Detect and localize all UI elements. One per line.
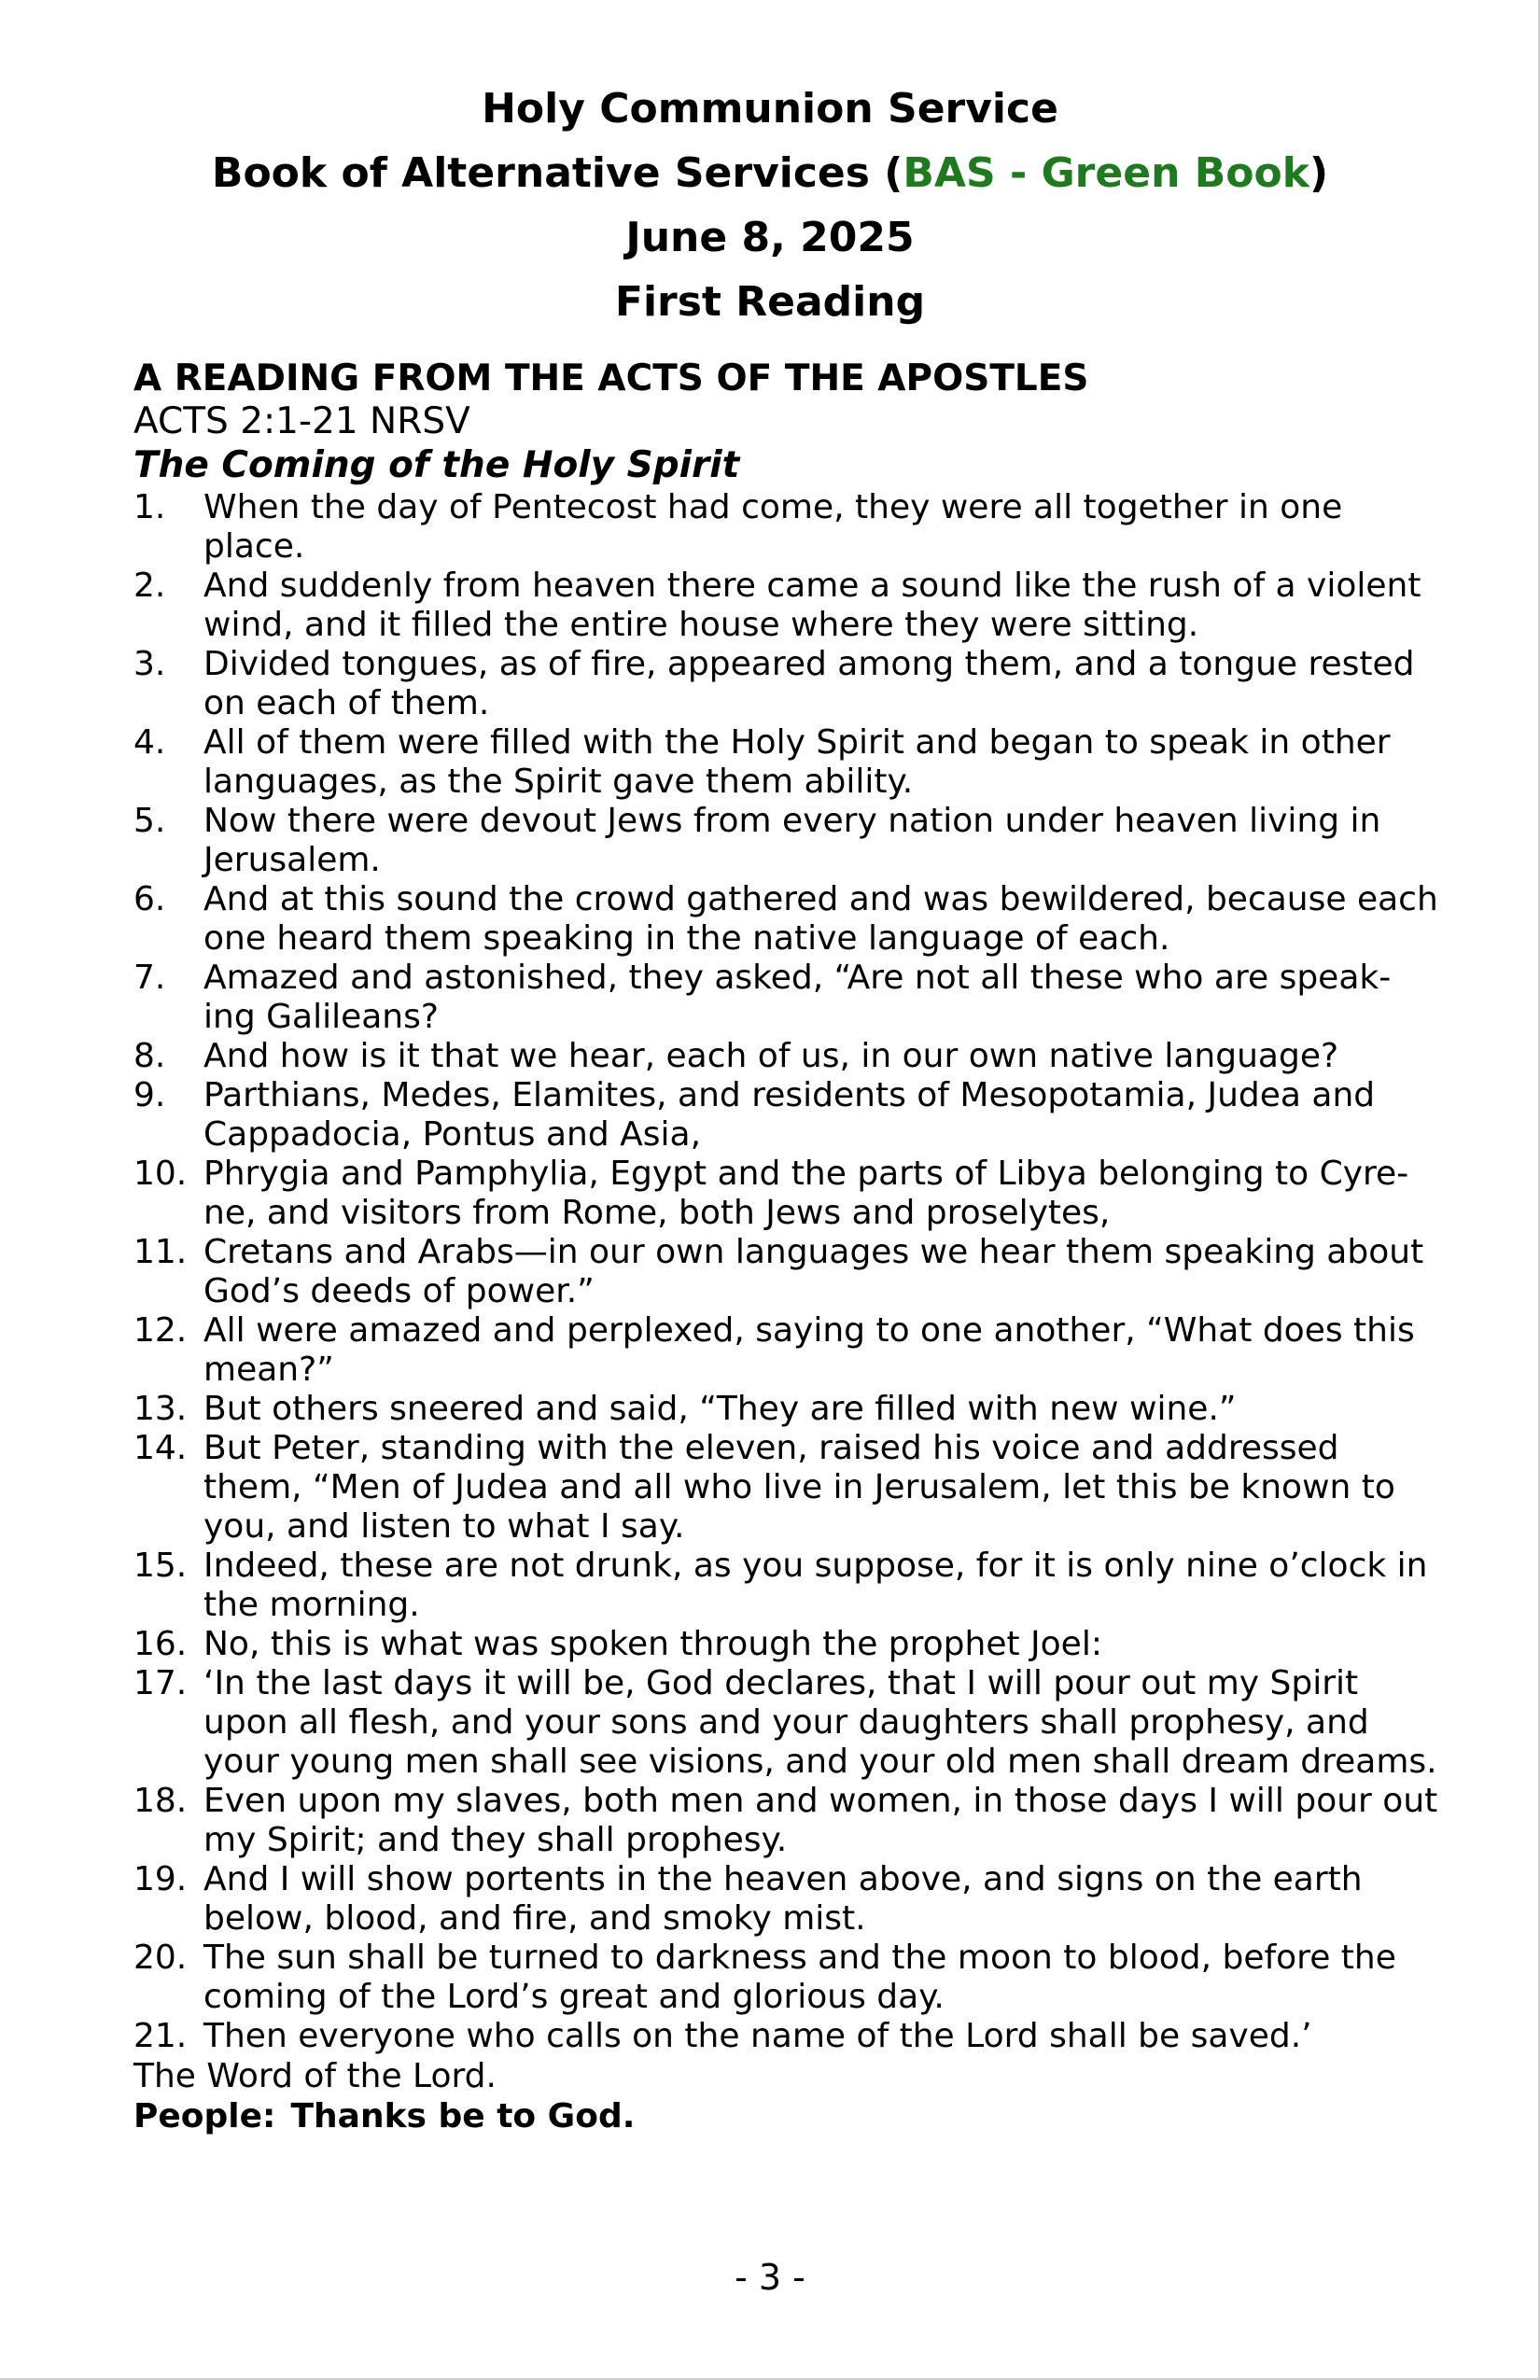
- verse-text: And I will show portents in the heaven above, and signs on the earth below, blood, and fire, and smoky mist.: [203, 1860, 1363, 1938]
- service-subtitle: [0, 141, 1540, 205]
- verse-item: [133, 1547, 1440, 1625]
- verse-item: [133, 1155, 1440, 1233]
- people-response: [133, 2096, 1440, 2137]
- verse-item: [133, 959, 1440, 1037]
- verse-item: [133, 1939, 1440, 2017]
- verse-item: [133, 2017, 1440, 2056]
- verse-list: [133, 488, 1440, 2056]
- verse-item: [133, 1233, 1440, 1311]
- reading-heading: A READING FROM THE ACTS OF THE APOSTLES: [133, 357, 1089, 399]
- verse-text: And at this sound the crowd gathered and was bewildered, because each one heard them speaking in the native language of each.: [203, 880, 1438, 958]
- verse-text: And suddenly from heaven there came a sound like the rush of a violent wind, and it filled the entire house where they were sitting.: [203, 567, 1421, 644]
- verse-item: [133, 567, 1440, 645]
- verse-item: [133, 1625, 1440, 1664]
- verse-number: 21.: [133, 2017, 188, 2055]
- verse-number: 1.: [133, 488, 166, 526]
- scripture-reference: ACTS 2:1-21 NRSV: [133, 400, 470, 442]
- verse-number: 3.: [133, 645, 166, 683]
- bas-green-book-label: BAS - Green Book: [903, 149, 1309, 197]
- verse-number: 11.: [133, 1233, 188, 1271]
- response-text: Thanks be to God.: [290, 2097, 636, 2135]
- verse-text: When the day of Pentecost had come, they were all together in one place.: [203, 488, 1343, 566]
- verse-text: Parthians, Medes, Elamites, and residents of Mesopotamia, Judea and Cappadocia, Pontus and Asia,: [203, 1076, 1376, 1154]
- verse-number: 12.: [133, 1311, 188, 1350]
- verse-text: The sun shall be turned to darkness and the moon to blood, before the coming of the Lord’s great and glorious day.: [203, 1939, 1396, 2016]
- verse-number: 19.: [133, 1860, 188, 1898]
- verse-item: [133, 880, 1440, 959]
- verse-item: [133, 1311, 1440, 1390]
- verse-item: [133, 488, 1440, 567]
- verse-number: 20.: [133, 1939, 188, 1977]
- verse-item: [133, 802, 1440, 880]
- verse-number: 7.: [133, 959, 166, 997]
- verse-item: [133, 1664, 1440, 1782]
- verse-number: 14.: [133, 1429, 188, 1467]
- section-title: First Reading: [614, 278, 926, 326]
- verse-text: And how is it that we hear, each of us, in our own native language?: [203, 1037, 1339, 1075]
- verse-text: But others sneered and said, “They are filled with new wine.”: [203, 1390, 1237, 1428]
- verse-number: 10.: [133, 1155, 188, 1193]
- verse-number: 18.: [133, 1782, 188, 1820]
- verse-text: All were amazed and perplexed, saying to one another, “What does this mean?”: [203, 1311, 1415, 1389]
- verse-item: [133, 1076, 1440, 1155]
- verse-item: [133, 645, 1440, 723]
- verse-number: 5.: [133, 802, 166, 840]
- verse-item: [133, 723, 1440, 802]
- verse-number: 17.: [133, 1664, 188, 1702]
- verse-text: All of them were filled with the Holy Spirit and began to speak in other languages, as the Spirit gave them ability.: [203, 723, 1391, 801]
- verse-item: [133, 1037, 1440, 1076]
- verse-number: 13.: [133, 1390, 188, 1428]
- response-label: People:: [133, 2097, 276, 2135]
- subtitle-suffix: ): [1309, 149, 1329, 197]
- verse-text: Cretans and Arabs—in our own languages we hear them speaking about God’s deeds of power.”: [203, 1233, 1424, 1310]
- verse-number: 6.: [133, 880, 166, 918]
- verse-item: [133, 1860, 1440, 1939]
- closing-line: The Word of the Lord.: [133, 2057, 497, 2095]
- page-header: [0, 77, 1540, 334]
- subtitle-prefix: Book of Alternative Services (: [211, 149, 903, 197]
- verse-item: [133, 1429, 1440, 1547]
- reading-content: [133, 357, 1440, 2137]
- verse-text: But Peter, standing with the eleven, raised his voice and addressed them, “Men of Judea and all who live in Jerusalem, let this be known to you, and listen to what I say.: [203, 1429, 1395, 1546]
- verse-number: 9.: [133, 1076, 166, 1114]
- reading-subtitle: The Coming of the Holy Spirit: [133, 444, 740, 486]
- verse-text: Amazed and astonished, they asked, “Are not all these who are speak-ing Galileans?: [203, 959, 1392, 1036]
- verse-number: 2.: [133, 567, 166, 605]
- verse-text: No, this is what was spoken through the prophet Joel:: [203, 1625, 1102, 1663]
- service-date: June 8, 2025: [625, 214, 915, 261]
- verse-text: Even upon my slaves, both men and women, in those days I will pour out my Spirit; and they shall prophesy.: [203, 1782, 1438, 1859]
- service-title: Holy Communion Service: [482, 85, 1058, 133]
- page-number: - 3 -: [735, 2257, 805, 2298]
- verse-number: 15.: [133, 1547, 188, 1585]
- verse-text: Phrygia and Pamphylia, Egypt and the parts of Libya belonging to Cyre-ne, and visitors from Rome, both Jews and proselytes,: [203, 1155, 1409, 1232]
- verse-text: Then everyone who calls on the name of the Lord shall be saved.’: [203, 2017, 1312, 2055]
- verse-text: Now there were devout Jews from every nation under heaven living in Jerusalem.: [203, 802, 1381, 879]
- verse-item: [133, 1782, 1440, 1860]
- verse-text: ‘In the last days it will be, God declares, that I will pour out my Spirit upon all flesh, and your sons and your daughters shall prophesy, and your young men shall see visions, and your old men shall dream dreams.: [203, 1664, 1437, 1781]
- verse-number: 16.: [133, 1625, 188, 1663]
- verse-item: [133, 1390, 1440, 1429]
- verse-text: Indeed, these are not drunk, as you suppose, for it is only nine o’clock in the morning.: [203, 1547, 1428, 1624]
- verse-number: 8.: [133, 1037, 166, 1075]
- verse-number: 4.: [133, 723, 166, 762]
- verse-text: Divided tongues, as of fire, appeared among them, and a tongue rested on each of them.: [203, 645, 1415, 722]
